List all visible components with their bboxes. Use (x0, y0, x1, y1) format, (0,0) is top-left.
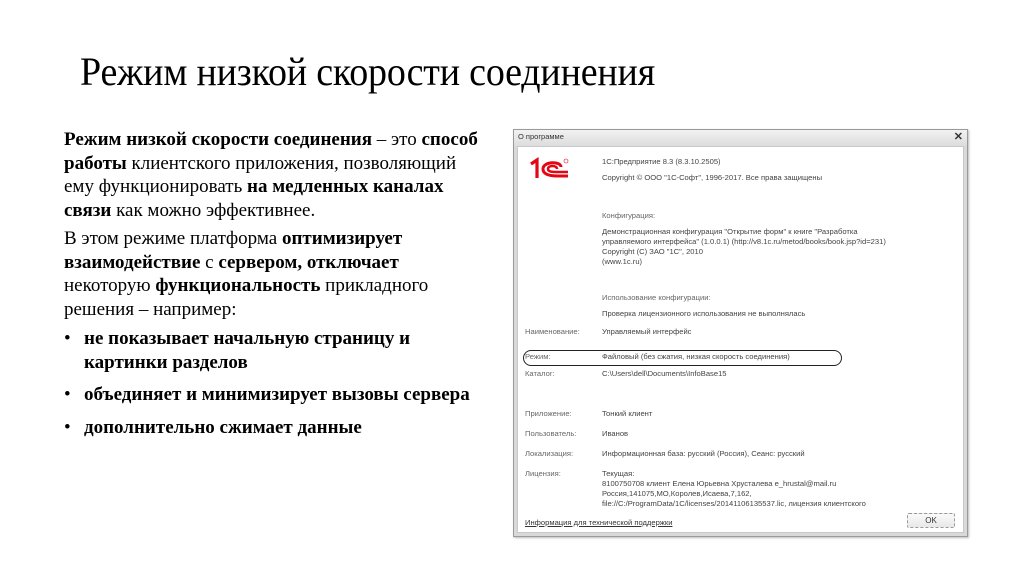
close-icon[interactable]: ✕ (953, 131, 963, 143)
list-item (64, 416, 484, 440)
config-line: Демонстрационная конфигурация "Открытие форм" к книге "Разработка (602, 227, 858, 236)
locale-value: Информационная база: русский (Россия), Сеанс: русский (602, 449, 805, 458)
bullet-list (64, 327, 484, 439)
copyright-text: Copyright © ООО "1С-Софт", 1996-2017. Все права защищены (602, 173, 823, 182)
1c-logo-icon (528, 157, 572, 181)
list-item-text: не показывает начальную страницу и картинки разделов (84, 328, 411, 373)
license-line: 8100750708 клиент Елена Юрьевна Хрусталева e_hrustal@mail.ru (602, 479, 837, 488)
bold-text: на медленных каналах связи (64, 176, 444, 221)
usage-label: Использование конфигурации: (602, 293, 711, 302)
text: с (200, 251, 219, 273)
catalog-value: C:\Users\dell\Documents\InfoBase15 (602, 369, 727, 378)
bullet-icon: • (64, 384, 71, 405)
list-item-text: дополнительно сжимает данные (84, 416, 362, 438)
name-value: Управляемый интерфейс (602, 327, 692, 336)
bold-text: функциональность (155, 275, 321, 296)
text: клиентского приложения, позволяющий ему функционировать (64, 152, 457, 197)
license-line: file://C:/ProgramData/1C/licenses/20141106135537.lic, лицензия клиентского (602, 499, 866, 508)
about-dialog (513, 129, 968, 537)
text: В этом режиме платформа (64, 228, 282, 249)
config-label: Конфигурация: (602, 211, 656, 220)
license-label: Лицензия: (525, 469, 561, 478)
bold-text: оптимизирует взаимодействие (64, 228, 403, 273)
license-line: Текущая: (602, 469, 635, 478)
text: прикладного решения – например: (64, 275, 429, 320)
slide-title: Режим низкой скорости соединения (80, 49, 655, 94)
user-value: Иванов (602, 429, 629, 438)
catalog-label: Каталог: (525, 369, 555, 378)
text: – это (372, 129, 422, 150)
dialog-content (517, 146, 964, 533)
name-label: Наименование: (525, 327, 580, 336)
config-line: управляемого интерфейса" (1.0.0.1) (http://v8.1c.ru/metod/books/book.jsp?id=231) (602, 237, 886, 246)
config-line: Copyright (C) ЗАО "1С", 2010 (602, 247, 703, 256)
list-item (64, 383, 484, 407)
usage-value: Проверка лицензионного использования не выполнялась (602, 309, 806, 318)
support-info-link[interactable]: Информация для технической поддержки (525, 518, 964, 527)
bold-text: способ работы (64, 129, 478, 174)
ok-button[interactable]: OK (907, 513, 955, 528)
term-bold: Режим низкой скорости соединения (64, 129, 373, 150)
bold-text: сервером, отключает (218, 251, 399, 273)
dialog-titlebar[interactable] (514, 130, 967, 146)
list-item-text: объединяет и минимизирует вызовы сервера (84, 384, 470, 405)
app-label: Приложение: (525, 409, 572, 418)
text: некоторую (64, 275, 156, 296)
user-label: Пользователь: (525, 429, 577, 438)
license-line: Россия,141075,МО,Королев,Исаева,7,162, (602, 489, 752, 498)
text: как можно эффективнее. (111, 199, 316, 221)
bullet-icon: • (64, 416, 71, 438)
locale-label: Локализация: (525, 449, 574, 458)
app-value: Тонкий клиент (602, 409, 653, 418)
product-version: 1С:Предприятие 8.3 (8.3.10.2505) (602, 157, 721, 166)
config-line: (www.1c.ru) (602, 257, 643, 266)
mode-label: Режим: (525, 352, 551, 361)
mode-paragraph (64, 227, 484, 321)
definition-paragraph (64, 128, 484, 222)
dialog-title: О программе (518, 132, 564, 141)
mode-value: Файловый (без сжатия, низкая скорость соединения) (602, 352, 790, 361)
slide-body (64, 128, 484, 448)
list-item (64, 327, 484, 374)
bullet-icon: • (64, 328, 71, 349)
